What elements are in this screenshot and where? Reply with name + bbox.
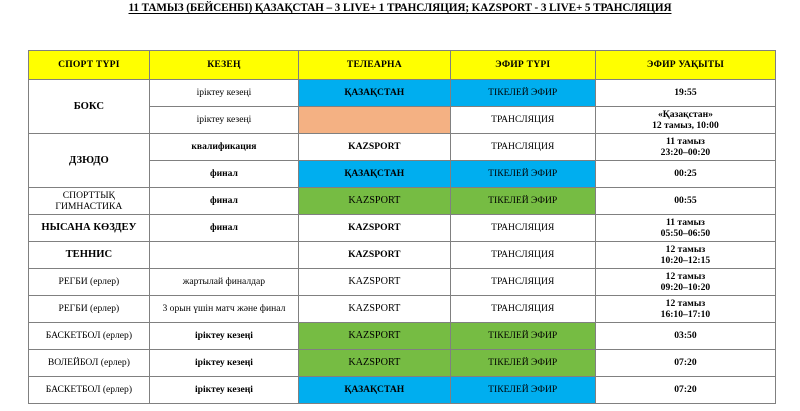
column-header-time: ЭФИР УАҚЫТЫ — [595, 51, 775, 80]
cell-channel — [299, 107, 450, 134]
cell-sport: СПОРТТЫҚ ГИМНАСТИКА — [29, 188, 150, 215]
cell-broadcast-type: ТРАНСЛЯЦИЯ — [450, 269, 595, 296]
cell-channel: ҚАЗАҚСТАН — [299, 377, 450, 404]
cell-stage: жартылай финалдар — [149, 269, 298, 296]
table-row — [29, 215, 776, 242]
cell-broadcast-time-line2: 05:50–06:50 — [660, 228, 711, 239]
cell-broadcast-time — [595, 269, 775, 296]
table-row — [29, 188, 776, 215]
table-header — [29, 51, 776, 80]
cell-stage: іріктеу кезеңі — [149, 80, 298, 107]
cell-channel: KAZSPORT — [299, 350, 450, 377]
page-title-text: 11 ТАМЫЗ (БЕЙСЕНБІ) ҚАЗАҚСТАН – 3 LIVE+ 1 ТРАНСЛЯЦИЯ; KAZSPORT - 3 LIVE+ 5 ТРАНСЛЯЦИЯ — [128, 2, 672, 14]
table-row — [29, 350, 776, 377]
table-row — [29, 80, 776, 107]
cell-sport: БОКС — [29, 80, 150, 134]
cell-broadcast-time-line2: 12 тамыз, 10:00 — [652, 120, 719, 131]
cell-broadcast-time-line1: 07:20 — [674, 357, 697, 369]
cell-broadcast-type: ТРАНСЛЯЦИЯ — [450, 134, 595, 161]
cell-stage: финал — [149, 188, 298, 215]
cell-broadcast-time-line1: «Қазақстан» — [657, 108, 713, 120]
cell-broadcast-time-line1: 19:55 — [674, 87, 697, 99]
cell-stage: 3 орын үшін матч және финал — [149, 296, 298, 323]
cell-sport: НЫСАНА КӨЗДЕУ — [29, 215, 150, 242]
table-row — [29, 134, 776, 161]
schedule-table — [28, 50, 776, 404]
table-row — [29, 323, 776, 350]
cell-channel: KAZSPORT — [299, 296, 450, 323]
cell-stage: іріктеу кезеңі — [149, 377, 298, 404]
cell-broadcast-time — [595, 215, 775, 242]
cell-broadcast-time-line2: 09:20–10:20 — [660, 282, 711, 293]
cell-broadcast-time — [595, 242, 775, 269]
table-row — [29, 269, 776, 296]
cell-broadcast-type: ТРАНСЛЯЦИЯ — [450, 296, 595, 323]
table-header-row — [29, 51, 776, 80]
table-body — [29, 80, 776, 404]
page-title — [0, 0, 800, 24]
column-header-type: ЭФИР ТҮРІ — [450, 51, 595, 80]
schedule-table-container — [28, 50, 776, 404]
cell-broadcast-type: ТІКЕЛЕЙ ЭФИР — [450, 80, 595, 107]
column-header-stage: КЕЗЕҢ — [149, 51, 298, 80]
cell-stage: іріктеу кезеңі — [149, 107, 298, 134]
cell-broadcast-type: ТІКЕЛЕЙ ЭФИР — [450, 350, 595, 377]
cell-sport: РЕГБИ (ерлер) — [29, 269, 150, 296]
cell-sport: ТЕННИС — [29, 242, 150, 269]
cell-broadcast-type: ТІКЕЛЕЙ ЭФИР — [450, 161, 595, 188]
cell-channel: KAZSPORT — [299, 188, 450, 215]
cell-broadcast-time — [595, 107, 775, 134]
cell-sport: БАСКЕТБОЛ (ерлер) — [29, 323, 150, 350]
cell-broadcast-type: ТРАНСЛЯЦИЯ — [450, 107, 595, 134]
cell-broadcast-time-line1: 03:50 — [674, 330, 697, 342]
cell-broadcast-time-line2: 23:20–00:20 — [660, 147, 711, 158]
table-row — [29, 296, 776, 323]
cell-broadcast-time — [595, 80, 775, 107]
cell-broadcast-time — [595, 323, 775, 350]
cell-stage: финал — [149, 161, 298, 188]
cell-broadcast-type: ТРАНСЛЯЦИЯ — [450, 242, 595, 269]
cell-broadcast-time — [595, 350, 775, 377]
cell-broadcast-time-line1: 00:25 — [674, 168, 697, 180]
cell-sport: РЕГБИ (ерлер) — [29, 296, 150, 323]
cell-broadcast-time-line1: 11 тамыз — [665, 216, 705, 228]
cell-broadcast-time — [595, 134, 775, 161]
cell-broadcast-time-line1: 07:20 — [674, 384, 697, 396]
cell-broadcast-time — [595, 161, 775, 188]
cell-stage: іріктеу кезеңі — [149, 323, 298, 350]
cell-channel: KAZSPORT — [299, 269, 450, 296]
column-header-sport: СПОРТ ТҮРІ — [29, 51, 150, 80]
cell-broadcast-time — [595, 377, 775, 404]
table-row — [29, 242, 776, 269]
cell-broadcast-type: ТІКЕЛЕЙ ЭФИР — [450, 323, 595, 350]
cell-broadcast-time-line1: 12 тамыз — [665, 270, 706, 282]
cell-broadcast-time-line1: 11 тамыз — [665, 135, 705, 147]
cell-stage: финал — [149, 215, 298, 242]
cell-broadcast-type: ТІКЕЛЕЙ ЭФИР — [450, 377, 595, 404]
cell-broadcast-time-line1: 12 тамыз — [665, 243, 706, 255]
cell-broadcast-time — [595, 188, 775, 215]
cell-stage: іріктеу кезеңі — [149, 350, 298, 377]
cell-broadcast-time-line1: 12 тамыз — [665, 297, 706, 309]
cell-broadcast-time — [595, 296, 775, 323]
column-header-channel: ТЕЛЕАРНА — [299, 51, 450, 80]
cell-broadcast-type: ТІКЕЛЕЙ ЭФИР — [450, 188, 595, 215]
cell-sport: ДЗЮДО — [29, 134, 150, 188]
cell-broadcast-type: ТРАНСЛЯЦИЯ — [450, 215, 595, 242]
cell-broadcast-time-line2: 10:20–12:15 — [660, 255, 711, 266]
table-row — [29, 377, 776, 404]
cell-channel: ҚАЗАҚСТАН — [299, 80, 450, 107]
cell-sport: БАСКЕТБОЛ (ерлер) — [29, 377, 150, 404]
cell-channel: KAZSPORT — [299, 134, 450, 161]
cell-channel: KAZSPORT — [299, 242, 450, 269]
cell-channel: KAZSPORT — [299, 323, 450, 350]
cell-broadcast-time-line1: 00:55 — [674, 195, 697, 207]
cell-channel: KAZSPORT — [299, 215, 450, 242]
cell-channel: ҚАЗАҚСТАН — [299, 161, 450, 188]
cell-sport: ВОЛЕЙБОЛ (ерлер) — [29, 350, 150, 377]
cell-stage — [149, 242, 298, 269]
cell-broadcast-time-line2: 16:10–17:10 — [660, 309, 711, 320]
cell-stage: квалификация — [149, 134, 298, 161]
